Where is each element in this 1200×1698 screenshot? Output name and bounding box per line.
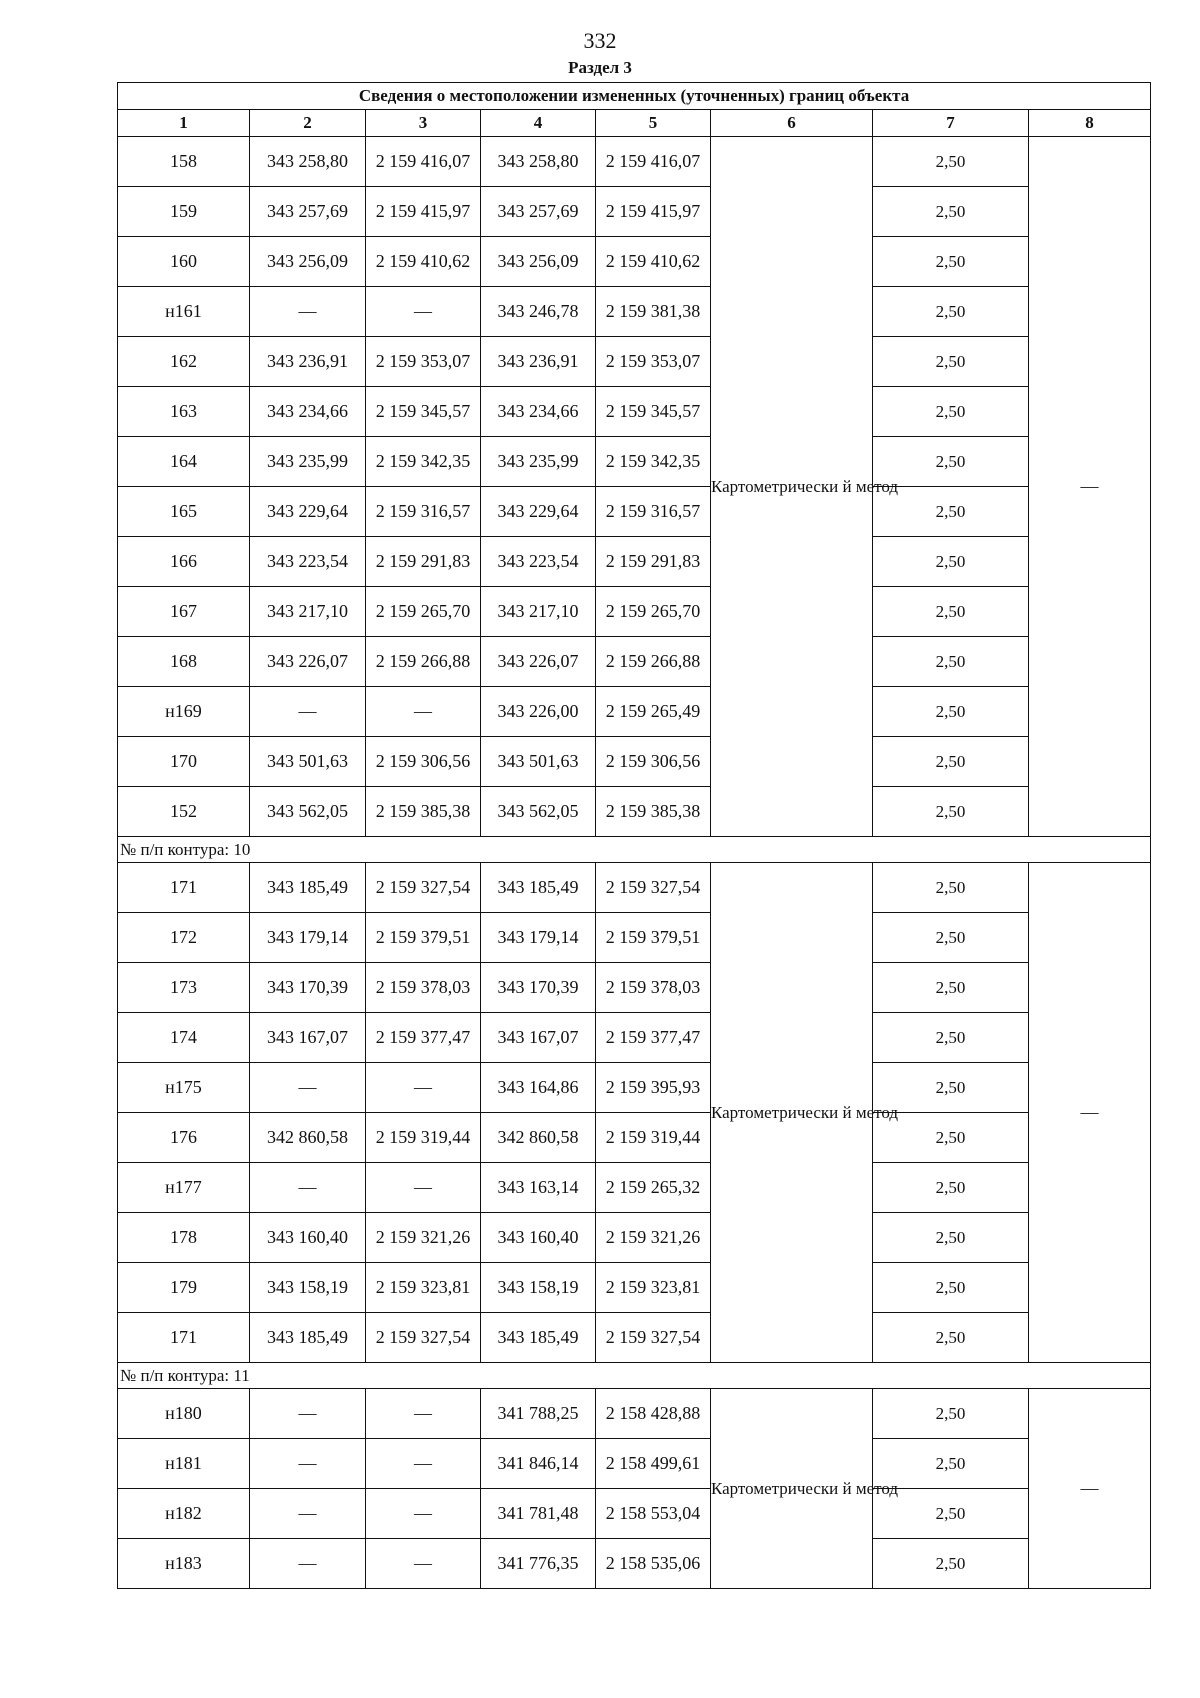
cell-y-new: 2 158 535,06	[596, 1539, 711, 1589]
cell-precision: 2,50	[873, 687, 1029, 737]
cell-x-new: 343 235,99	[481, 437, 596, 487]
cell-x-new: 343 158,19	[481, 1263, 596, 1313]
cell-x-new: 343 501,63	[481, 737, 596, 787]
cell-point-number: н169	[118, 687, 250, 737]
cell-y-existing: —	[366, 1439, 481, 1489]
cell-y-existing: 2 159 306,56	[366, 737, 481, 787]
cell-y-existing: —	[366, 1163, 481, 1213]
column-header-3: 3	[366, 110, 481, 137]
column-header-row	[118, 110, 1151, 137]
cell-x-new: 343 562,05	[481, 787, 596, 837]
cell-precision: 2,50	[873, 287, 1029, 337]
table-row	[118, 437, 1151, 487]
cell-y-new: 2 158 428,88	[596, 1389, 711, 1439]
table-row	[118, 1263, 1151, 1313]
table-row	[118, 637, 1151, 687]
table-row	[118, 337, 1151, 387]
cell-x-new: 343 185,49	[481, 863, 596, 913]
cell-point-number: 171	[118, 863, 250, 913]
cell-precision: 2,50	[873, 1439, 1029, 1489]
cell-y-existing: 2 159 323,81	[366, 1263, 481, 1313]
cell-x-existing: 343 185,49	[250, 1313, 366, 1363]
cell-col8: —	[1029, 863, 1151, 1363]
cell-x-existing: 343 501,63	[250, 737, 366, 787]
cell-x-existing: 343 256,09	[250, 237, 366, 287]
table-row	[118, 1539, 1151, 1589]
cell-point-number: 152	[118, 787, 250, 837]
cell-y-new: 2 159 291,83	[596, 537, 711, 587]
cell-x-existing: 343 258,80	[250, 137, 366, 187]
cell-y-new: 2 159 416,07	[596, 137, 711, 187]
cell-x-new: 341 776,35	[481, 1539, 596, 1589]
table-row	[118, 1439, 1151, 1489]
cell-precision: 2,50	[873, 1263, 1029, 1313]
cell-point-number: н180	[118, 1389, 250, 1439]
cell-point-number: 176	[118, 1113, 250, 1163]
cell-precision: 2,50	[873, 1389, 1029, 1439]
cell-x-existing: 343 226,07	[250, 637, 366, 687]
cell-point-number: н183	[118, 1539, 250, 1589]
cell-x-existing: 343 160,40	[250, 1213, 366, 1263]
column-header-8: 8	[1029, 110, 1151, 137]
contour-label: № п/п контура: 11	[118, 1363, 1151, 1389]
cell-precision: 2,50	[873, 1489, 1029, 1539]
cell-y-existing: 2 159 410,62	[366, 237, 481, 287]
cell-x-existing: 343 167,07	[250, 1013, 366, 1063]
cell-x-new: 343 258,80	[481, 137, 596, 187]
cell-y-new: 2 159 377,47	[596, 1013, 711, 1063]
table-row	[118, 487, 1151, 537]
cell-y-new: 2 159 327,54	[596, 1313, 711, 1363]
column-header-6: 6	[711, 110, 873, 137]
cell-y-new: 2 159 265,49	[596, 687, 711, 737]
table-row	[118, 687, 1151, 737]
page-number: 332	[583, 28, 617, 53]
column-header-2: 2	[250, 110, 366, 137]
cell-y-new: 2 159 323,81	[596, 1263, 711, 1313]
cell-x-existing: 343 170,39	[250, 963, 366, 1013]
cell-y-new: 2 159 342,35	[596, 437, 711, 487]
cell-point-number: 163	[118, 387, 250, 437]
cell-point-number: 164	[118, 437, 250, 487]
cell-point-number: н177	[118, 1163, 250, 1213]
cell-point-number: 179	[118, 1263, 250, 1313]
cell-x-new: 343 257,69	[481, 187, 596, 237]
cell-x-new: 343 226,00	[481, 687, 596, 737]
cell-y-existing: 2 159 316,57	[366, 487, 481, 537]
cell-point-number: н161	[118, 287, 250, 337]
column-header-1: 1	[118, 110, 250, 137]
table-row	[118, 1013, 1151, 1063]
table-row	[118, 587, 1151, 637]
table-caption: Сведения о местоположении измененных (уточненных) границ объекта	[118, 83, 1151, 110]
cell-y-existing: —	[366, 1389, 481, 1439]
cell-x-new: 343 164,86	[481, 1063, 596, 1113]
cell-precision: 2,50	[873, 237, 1029, 287]
cell-precision: 2,50	[873, 863, 1029, 913]
table-row	[118, 537, 1151, 587]
cell-y-existing: 2 159 321,26	[366, 1213, 481, 1263]
cell-y-existing: 2 159 379,51	[366, 913, 481, 963]
cell-precision: 2,50	[873, 1313, 1029, 1363]
contour-label: № п/п контура: 10	[118, 837, 1151, 863]
table-row	[118, 1063, 1151, 1113]
cell-x-existing: 343 234,66	[250, 387, 366, 437]
table-row	[118, 737, 1151, 787]
cell-x-existing: 343 257,69	[250, 187, 366, 237]
cell-y-new: 2 159 266,88	[596, 637, 711, 687]
cell-y-new: 2 159 353,07	[596, 337, 711, 387]
cell-x-new: 341 781,48	[481, 1489, 596, 1539]
table-row	[118, 1389, 1151, 1439]
cell-x-existing: —	[250, 1489, 366, 1539]
cell-x-new: 343 160,40	[481, 1213, 596, 1263]
cell-x-new: 343 234,66	[481, 387, 596, 437]
cell-y-existing: —	[366, 287, 481, 337]
cell-point-number: 166	[118, 537, 250, 587]
cell-x-existing: 343 223,54	[250, 537, 366, 587]
cell-x-new: 343 223,54	[481, 537, 596, 587]
cell-y-new: 2 159 415,97	[596, 187, 711, 237]
contour-label-row	[118, 1363, 1151, 1389]
table-row	[118, 187, 1151, 237]
cell-x-existing: —	[250, 1163, 366, 1213]
cell-point-number: 167	[118, 587, 250, 637]
cell-y-new: 2 159 265,70	[596, 587, 711, 637]
cell-y-new: 2 159 378,03	[596, 963, 711, 1013]
cell-x-new: 343 256,09	[481, 237, 596, 287]
cell-y-new: 2 159 395,93	[596, 1063, 711, 1113]
cell-x-new: 343 217,10	[481, 587, 596, 637]
cell-precision: 2,50	[873, 1213, 1029, 1263]
cell-y-existing: 2 159 327,54	[366, 863, 481, 913]
cell-point-number: 158	[118, 137, 250, 187]
cell-y-new: 2 158 499,61	[596, 1439, 711, 1489]
cell-point-number: 174	[118, 1013, 250, 1063]
cell-point-number: 173	[118, 963, 250, 1013]
table-row	[118, 913, 1151, 963]
cell-x-existing: 343 235,99	[250, 437, 366, 487]
cell-col8: —	[1029, 1389, 1151, 1589]
cell-x-existing: —	[250, 1439, 366, 1489]
cell-precision: 2,50	[873, 737, 1029, 787]
cell-y-existing: 2 159 266,88	[366, 637, 481, 687]
cell-x-new: 343 185,49	[481, 1313, 596, 1363]
cell-y-existing: 2 159 265,70	[366, 587, 481, 637]
column-header-5: 5	[596, 110, 711, 137]
cell-precision: 2,50	[873, 1539, 1029, 1589]
cell-precision: 2,50	[873, 137, 1029, 187]
boundary-coordinates-table	[117, 82, 1151, 1589]
cell-x-existing: —	[250, 1539, 366, 1589]
cell-y-existing: 2 159 327,54	[366, 1313, 481, 1363]
cell-x-new: 343 167,07	[481, 1013, 596, 1063]
cell-x-existing: 343 185,49	[250, 863, 366, 913]
cell-point-number: 178	[118, 1213, 250, 1263]
cell-y-new: 2 159 319,44	[596, 1113, 711, 1163]
cell-method: Картометрически й метод	[711, 1389, 873, 1589]
table-row	[118, 1213, 1151, 1263]
cell-precision: 2,50	[873, 1113, 1029, 1163]
cell-x-existing: —	[250, 687, 366, 737]
cell-y-new: 2 159 265,32	[596, 1163, 711, 1213]
cell-x-new: 343 170,39	[481, 963, 596, 1013]
column-header-7: 7	[873, 110, 1029, 137]
cell-point-number: 159	[118, 187, 250, 237]
cell-precision: 2,50	[873, 387, 1029, 437]
cell-y-existing: 2 159 319,44	[366, 1113, 481, 1163]
cell-x-existing: —	[250, 287, 366, 337]
cell-method: Картометрически й метод	[711, 863, 873, 1363]
cell-x-new: 343 246,78	[481, 287, 596, 337]
column-header-4: 4	[481, 110, 596, 137]
cell-y-new: 2 159 327,54	[596, 863, 711, 913]
cell-x-new: 343 229,64	[481, 487, 596, 537]
cell-precision: 2,50	[873, 587, 1029, 637]
cell-point-number: н181	[118, 1439, 250, 1489]
cell-precision: 2,50	[873, 487, 1029, 537]
cell-x-new: 341 846,14	[481, 1439, 596, 1489]
cell-point-number: 168	[118, 637, 250, 687]
cell-point-number: 162	[118, 337, 250, 387]
cell-y-new: 2 159 381,38	[596, 287, 711, 337]
cell-y-existing: 2 159 377,47	[366, 1013, 481, 1063]
cell-precision: 2,50	[873, 1163, 1029, 1213]
cell-y-new: 2 159 316,57	[596, 487, 711, 537]
cell-y-existing: —	[366, 687, 481, 737]
cell-x-existing: 343 179,14	[250, 913, 366, 963]
cell-precision: 2,50	[873, 1063, 1029, 1113]
cell-y-new: 2 159 385,38	[596, 787, 711, 837]
cell-y-new: 2 158 553,04	[596, 1489, 711, 1539]
cell-y-existing: —	[366, 1539, 481, 1589]
cell-precision: 2,50	[873, 637, 1029, 687]
cell-point-number: 160	[118, 237, 250, 287]
cell-precision: 2,50	[873, 537, 1029, 587]
cell-y-new: 2 159 410,62	[596, 237, 711, 287]
cell-y-existing: —	[366, 1489, 481, 1539]
cell-precision: 2,50	[873, 963, 1029, 1013]
table-row	[118, 963, 1151, 1013]
cell-x-new: 343 163,14	[481, 1163, 596, 1213]
cell-x-existing: 343 236,91	[250, 337, 366, 387]
cell-x-new: 341 788,25	[481, 1389, 596, 1439]
table-row	[118, 1489, 1151, 1539]
cell-x-existing: —	[250, 1389, 366, 1439]
cell-precision: 2,50	[873, 787, 1029, 837]
cell-x-existing: 343 217,10	[250, 587, 366, 637]
cell-x-new: 343 236,91	[481, 337, 596, 387]
cell-y-existing: 2 159 385,38	[366, 787, 481, 837]
cell-point-number: н175	[118, 1063, 250, 1113]
cell-x-new: 342 860,58	[481, 1113, 596, 1163]
cell-precision: 2,50	[873, 187, 1029, 237]
cell-point-number: 170	[118, 737, 250, 787]
cell-y-existing: 2 159 415,97	[366, 187, 481, 237]
cell-y-existing: 2 159 378,03	[366, 963, 481, 1013]
cell-x-existing: 343 229,64	[250, 487, 366, 537]
table-row	[118, 863, 1151, 913]
cell-x-new: 343 179,14	[481, 913, 596, 963]
cell-method: Картометрически й метод	[711, 137, 873, 837]
cell-y-new: 2 159 379,51	[596, 913, 711, 963]
cell-y-new: 2 159 345,57	[596, 387, 711, 437]
cell-y-new: 2 159 321,26	[596, 1213, 711, 1263]
table-row	[118, 1113, 1151, 1163]
cell-y-existing: 2 159 291,83	[366, 537, 481, 587]
cell-x-existing: 343 158,19	[250, 1263, 366, 1313]
cell-y-existing: 2 159 345,57	[366, 387, 481, 437]
cell-col8: —	[1029, 137, 1151, 837]
cell-point-number: 172	[118, 913, 250, 963]
cell-x-existing: 342 860,58	[250, 1113, 366, 1163]
contour-label-row	[118, 837, 1151, 863]
table-row	[118, 787, 1151, 837]
table-row	[118, 1163, 1151, 1213]
cell-y-existing: 2 159 416,07	[366, 137, 481, 187]
cell-x-new: 343 226,07	[481, 637, 596, 687]
cell-point-number: н182	[118, 1489, 250, 1539]
table-row	[118, 387, 1151, 437]
cell-precision: 2,50	[873, 1013, 1029, 1063]
table-row	[118, 137, 1151, 187]
cell-precision: 2,50	[873, 913, 1029, 963]
table-row	[118, 237, 1151, 287]
cell-precision: 2,50	[873, 437, 1029, 487]
cell-x-existing: 343 562,05	[250, 787, 366, 837]
cell-point-number: 165	[118, 487, 250, 537]
section-title: Раздел 3	[568, 58, 632, 77]
cell-y-new: 2 159 306,56	[596, 737, 711, 787]
cell-y-existing: 2 159 353,07	[366, 337, 481, 387]
table-row	[118, 1313, 1151, 1363]
cell-x-existing: —	[250, 1063, 366, 1113]
table-row	[118, 287, 1151, 337]
cell-y-existing: —	[366, 1063, 481, 1113]
cell-precision: 2,50	[873, 337, 1029, 387]
cell-point-number: 171	[118, 1313, 250, 1363]
cell-y-existing: 2 159 342,35	[366, 437, 481, 487]
